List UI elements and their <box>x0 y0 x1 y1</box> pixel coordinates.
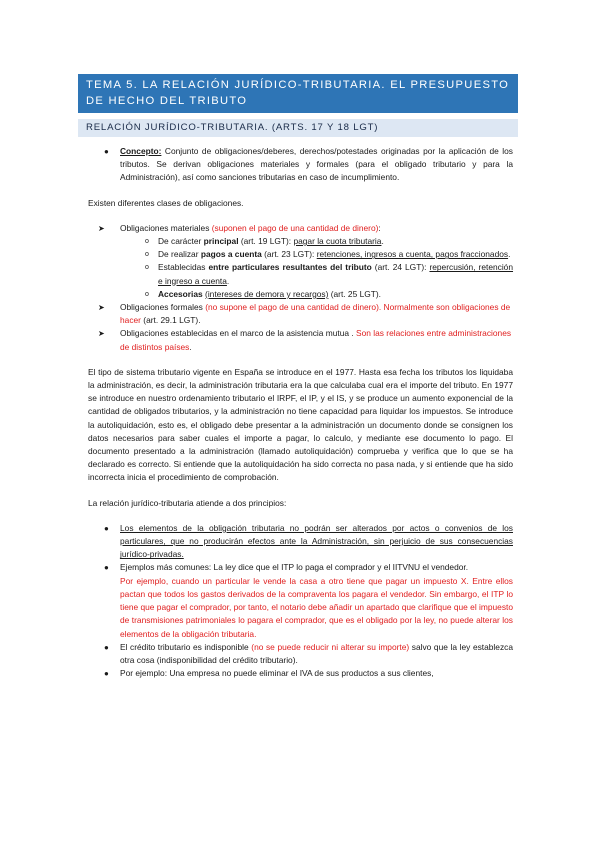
concepto-text: Conjunto de obligaciones/deberes, derechos/potestades originadas por la aplicación de los tributos. Se derivan obligaciones materiales y formales (para el obligado tributario y para la Administración), así como sanciones tributarias en caso de incumplimiento. <box>120 146 513 183</box>
bullet-icon: ● <box>104 147 109 156</box>
subitem-pre: De realizar <box>158 249 201 260</box>
ejemplos-text: Ejemplos más comunes: La ley dice que el ITP lo paga el comprador y el IITVNU el vendedor. <box>120 562 469 573</box>
historia-paragraph: El tipo de sistema tributario vigente en España se introduce en el 1977. Hasta esa fecha los tributos los liquidaba la administración, es decir, la administración tributaria era la que calculaba cual era el importe del tributo. En 1977 se introduce en nuestro ordenamiento tributario el IRPF, el IP, y el IS, y se produce un aumento exponencial de la cantidad de obligados tributarios, y la administración no tiene capacidad para liquidar los impuestos. Se introduce la autoliquidación, esto es, el obligado debe presentar a la administración un documento donde se consignen los datos necesarios para saber cuales el importe a pagar, lo calculo, y mediante ese documento lo pago. El documento presentado a la administración (llamado autoliquidación) comprueba y verifica que lo que se ha declarado es correcto. Si entiende que la autoliquidación ha sido correcta no pasa nada, y si entiende que ha sido incorrecta inicia el procedimiento de comprobación. <box>88 366 513 483</box>
subitem-bold: entre particulares resultantes del tributo <box>208 262 372 273</box>
subitem-mid: (art. 24 LGT): <box>371 262 430 273</box>
subitem-bold: Accesorias <box>158 288 203 299</box>
subitem-post: . <box>508 249 511 260</box>
circle-bullet-icon: o <box>145 251 149 259</box>
subitem-underlined: retenciones, ingresos a cuenta, pagos fraccionados <box>316 249 509 260</box>
subitem-bold: principal <box>203 236 239 247</box>
arrow-bullet-icon: ➤ <box>98 329 105 339</box>
principio-bullet <box>88 561 513 574</box>
formales-item <box>88 301 513 327</box>
subitem-post: . <box>381 236 384 247</box>
credito-pre: El crédito tributario es indisponible <box>120 641 252 652</box>
subitem-pre: De carácter <box>158 236 204 247</box>
principio-bullet <box>88 641 513 667</box>
subitem-underlined: repercusión, retención e ingreso a cuenta <box>158 262 514 286</box>
principio-bullet <box>88 522 513 562</box>
circle-bullet-icon: o <box>145 264 149 272</box>
section-heading: RELACIÓN JURÍDICO-TRIBUTARIA. (ARTS. 17 Y 18 LGT) <box>78 119 518 137</box>
formales-post: (art. 29.1 LGT). <box>140 315 201 326</box>
materiales-note: (suponen el pago de una cantidad de dinero) <box>211 222 379 233</box>
materiales-subitem <box>88 235 513 248</box>
ejemplo-iva-text: Por ejemplo: Una empresa no puede eliminar el IVA de sus productos a sus clientes, <box>120 668 434 679</box>
subitem-pre: Establecidas <box>158 262 209 273</box>
materiales-subitem <box>88 261 513 287</box>
materiales-subitem <box>88 288 513 301</box>
clases-intro: Existen diferentes clases de obligaciones. <box>88 197 244 208</box>
circle-bullet-icon: o <box>145 238 149 246</box>
subitem-post: (art. 25 LGT). <box>328 288 381 299</box>
subitem-bold: pagos a cuenta <box>200 249 262 260</box>
subitem-mid: (art. 23 LGT): <box>261 249 317 260</box>
materiales-label: Obligaciones materiales <box>120 222 212 233</box>
asistencia-post: . <box>189 341 192 352</box>
subitem-post: . <box>226 275 230 286</box>
materiales-colon: : <box>378 222 381 233</box>
subitem-underlined: (intereses de demora y recargos) <box>205 288 329 299</box>
bullet-icon: ● <box>104 669 109 679</box>
credito-red: (no se puede reducir ni alterar su importe) <box>251 641 410 652</box>
concepto-bullet <box>88 145 513 185</box>
formales-label: Obligaciones formales <box>120 302 206 313</box>
formales-note: (no supone el pago de una cantidad de dinero). Normalmente son obligaciones de hacer <box>120 302 511 326</box>
subitem-underlined: pagar la cuota tributaria <box>293 236 382 247</box>
asistencia-label: Obligaciones establecidas en el marco de la asistencia mutua . <box>120 328 357 339</box>
asistencia-item <box>88 327 513 353</box>
materiales-subitem <box>88 248 513 261</box>
principios-intro: La relación jurídico-tributaria atiende a dos principios: <box>88 497 287 508</box>
ejemplo-red-paragraph <box>88 575 513 641</box>
arrow-bullet-icon: ➤ <box>98 223 105 233</box>
subitem-mid: (art. 19 LGT): <box>238 236 294 247</box>
bullet-icon: ● <box>104 563 109 573</box>
concepto-label: Concepto: <box>120 146 162 156</box>
principio-1-text: Los elementos de la obligación tributaria no podrán ser alterados por actos o convenios de los particulares, que no producirán efectos ante la Administración, sin perjuicio de sus consecuencias jurídico-privadas. <box>120 522 513 560</box>
bullet-icon: ● <box>104 523 109 533</box>
materiales-item <box>88 222 513 235</box>
chapter-title: TEMA 5. LA RELACIÓN JURÍDICO-TRIBUTARIA. EL PRESUPUESTO DE HECHO DEL TRIBUTO <box>78 74 518 113</box>
asistencia-note: Son las relaciones entre administraciones de distintos países <box>120 328 512 352</box>
circle-bullet-icon: o <box>145 290 149 298</box>
arrow-bullet-icon: ➤ <box>98 303 105 313</box>
bullet-icon: ● <box>104 642 109 652</box>
ejemplo-red-text: Por ejemplo, cuando un particular le vende la casa a otro tiene que pagar un impuesto X. Entre ellos pactan que todos los gastos derivados de la compraventa los pagara el vendedor. Sin embargo, el ITP lo tiene que pagar el comprador, por tanto, el notario debe añadir un apartado que clarifique que el impuesto de transmisiones patrimoniales lo pagara el comprador, que es el obligado por la ley, no puede alterar los elementos de la obligación tributaria. <box>120 575 513 639</box>
document-body <box>88 141 513 680</box>
credito-post: salvo que la ley establezca otra cosa (indisponibilidad del crédito tributario). <box>120 641 513 665</box>
principio-bullet <box>88 667 513 680</box>
